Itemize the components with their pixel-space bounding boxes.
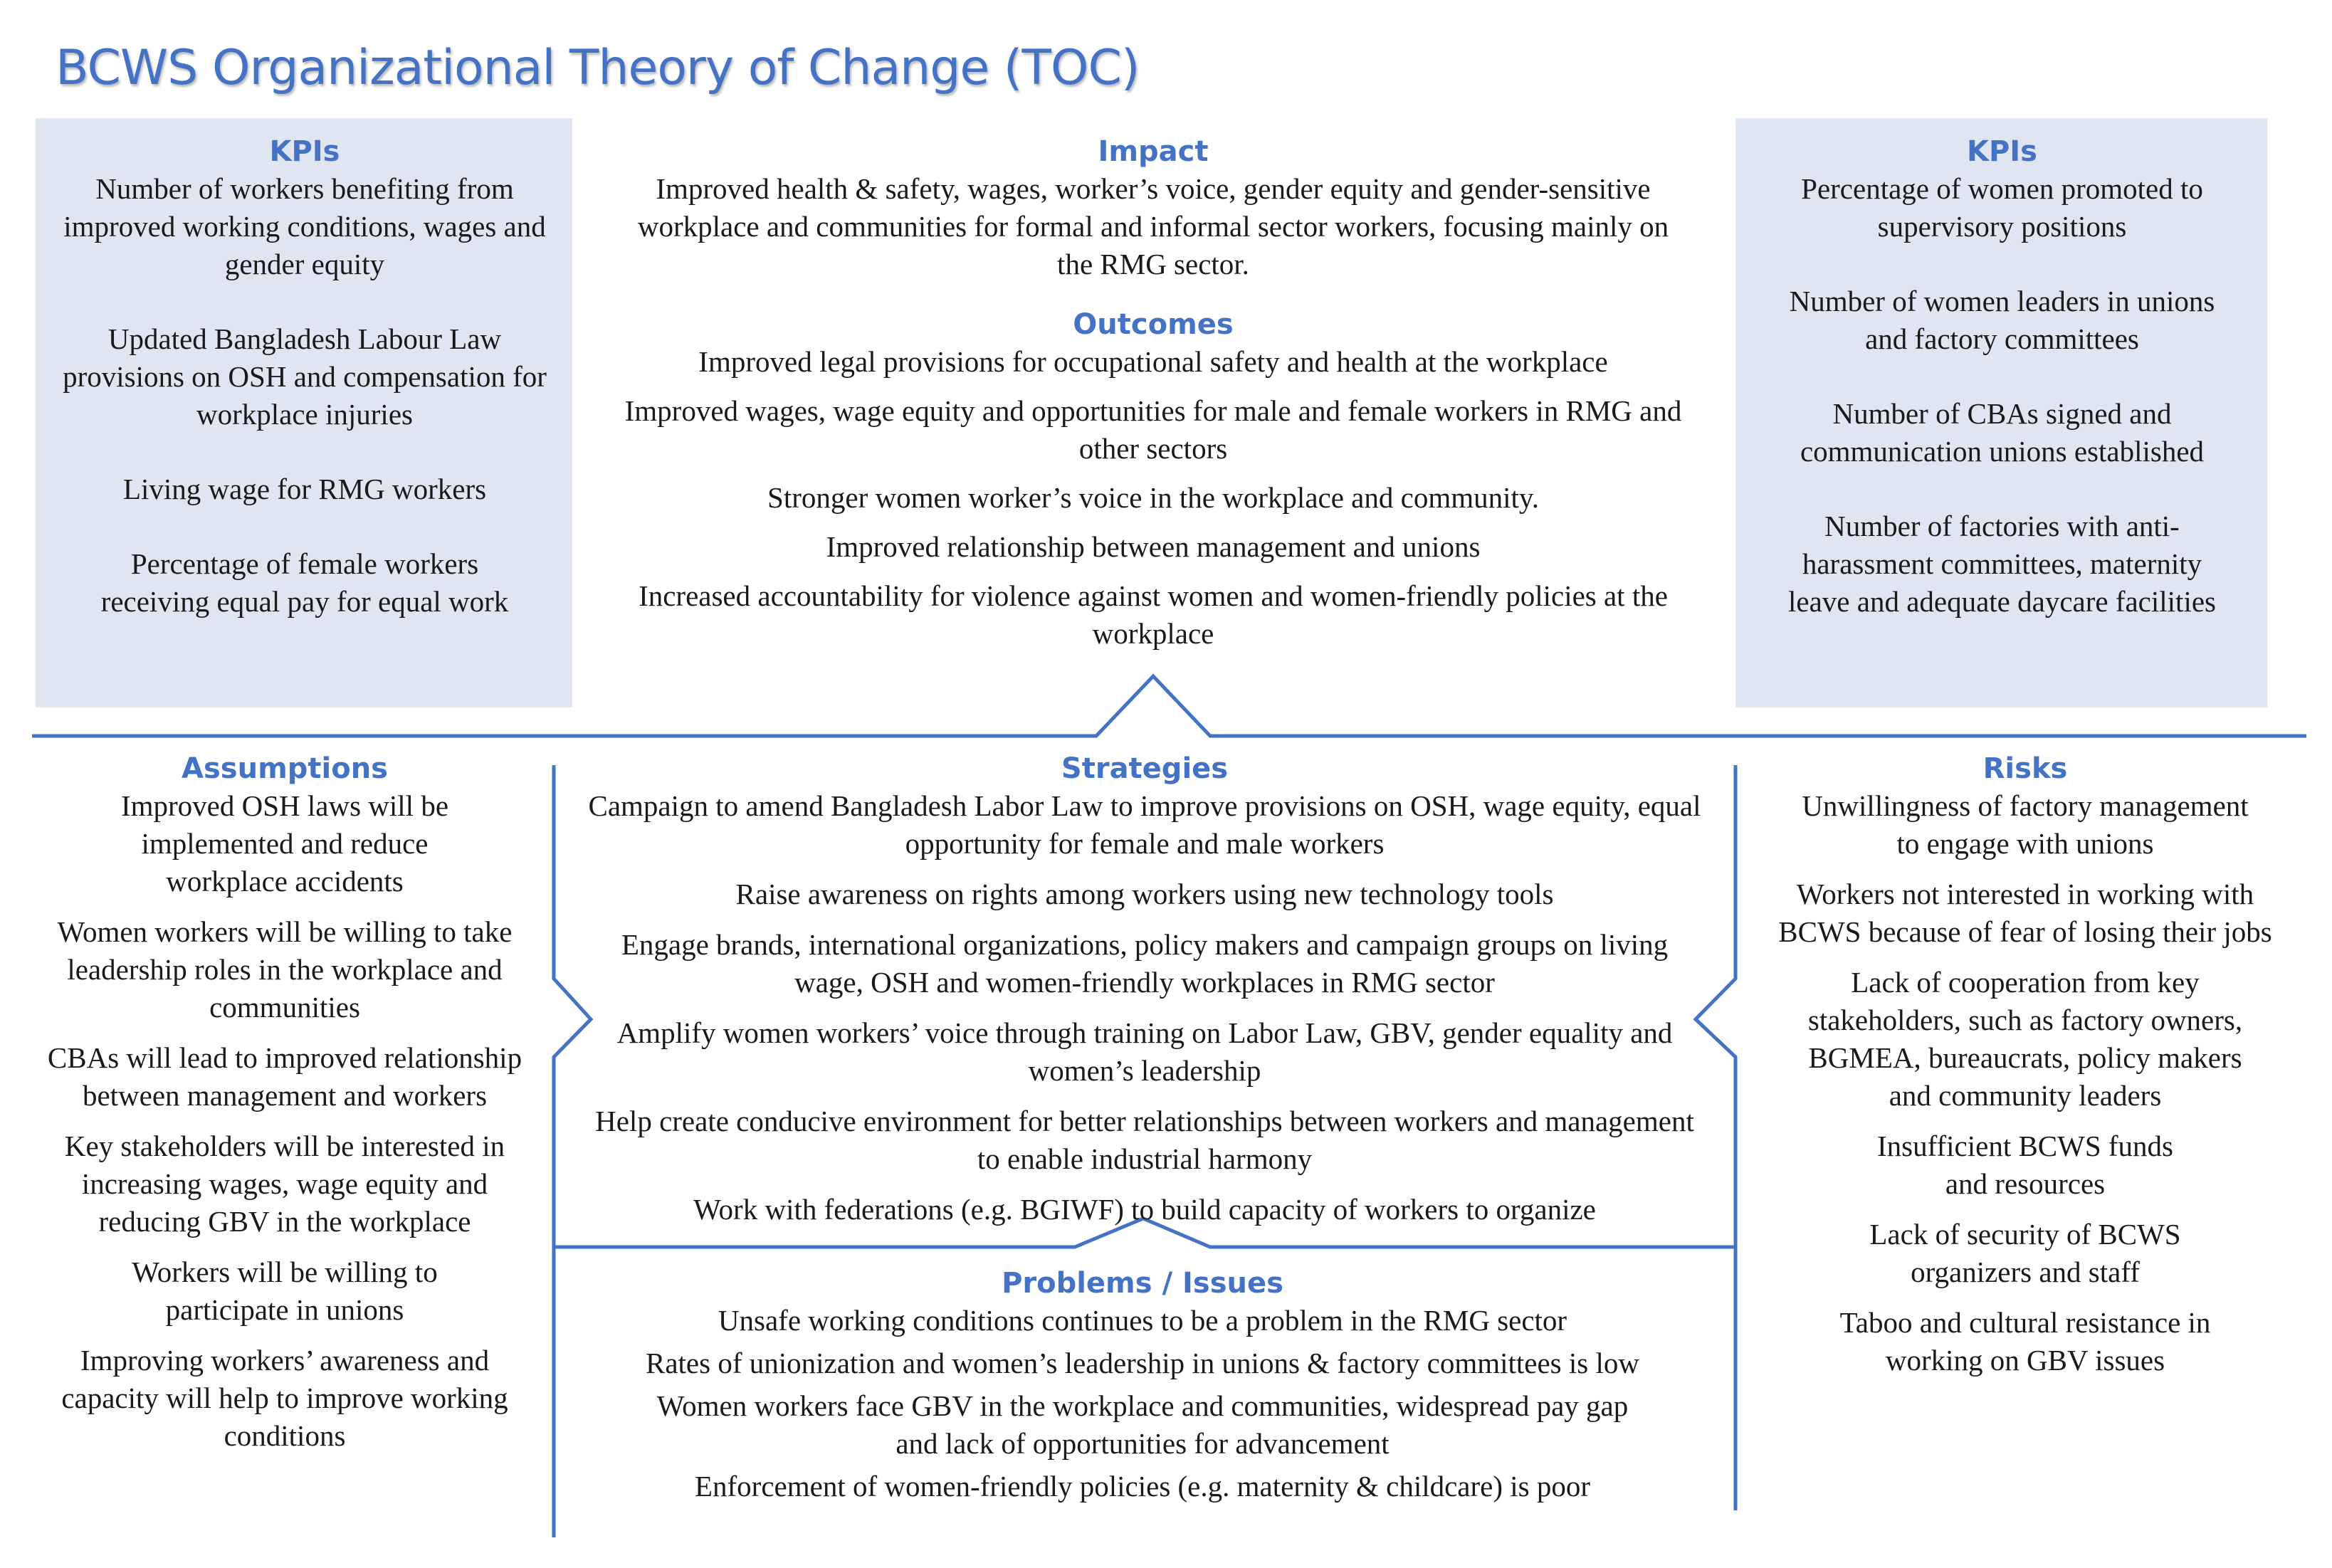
problems-issues — [562, 1265, 1723, 1505]
risk-item: Workers not interested in working with BCWS because of fear of losing their jobs — [1778, 878, 2272, 948]
kpi-item: Number of CBAs signed and communication unions established — [1800, 397, 2205, 468]
strategy-item: Help create conducive environment for better relationships between workers and management to enable industrial harmony — [595, 1105, 1694, 1175]
kpi-item: Percentage of women promoted to supervisory positions — [1801, 172, 2203, 243]
impact-outcomes — [609, 133, 1698, 653]
kpi-item: Living wage for RMG workers — [122, 473, 487, 505]
risks-heading: Risks — [1982, 752, 2068, 785]
risk-item: Lack of security of BCWS organizers and staff — [1869, 1218, 2181, 1288]
assumption-item: Key stakeholders will be interested in increasing wages, wage equity and reducing GBV in the workplace — [64, 1130, 505, 1238]
problem-item: Rates of unionization and women’s leadership in unions & factory committees is low — [645, 1347, 1639, 1379]
outcome-item: Increased accountability for violence against women and women-friendly policies at the workplace — [639, 579, 1668, 650]
strategy-item: Work with federations (e.g. BGIWF) to build capacity of workers to organize — [693, 1193, 1596, 1226]
strategy-item: Campaign to amend Bangladesh Labor Law to improve provisions on OSH, wage equity, equal opportunity for female and male workers — [588, 789, 1701, 860]
assumption-item: Improving workers’ awareness and capacity will help to improve working conditions — [61, 1344, 508, 1452]
page-title: BCWS Organizational Theory of Change (TOC) — [56, 40, 1140, 96]
impact-text: Improved health & safety, wages, worker’s voice, gender equity and gender-sensitive workplace and communities for formal and informal sector workers, focusing mainly on the RMG sector. — [637, 172, 1669, 280]
strategies — [585, 750, 1704, 1228]
divider-line-with-arrow — [32, 676, 2306, 736]
problem-item: Women workers face GBV in the workplace and communities, widespread pay gap and lack of opportunities for advancement — [656, 1389, 1629, 1460]
assumption-item: Workers will be willing to participate in unions — [132, 1256, 438, 1326]
assumptions-heading: Assumptions — [182, 752, 388, 785]
kpis-left — [46, 133, 563, 621]
assumptions — [39, 750, 530, 1455]
kpis-left-heading: KPIs — [269, 135, 340, 168]
outcome-item: Improved wages, wage equity and opportunities for male and female workers in RMG and other sectors — [624, 394, 1682, 465]
risk-item: Insufficient BCWS funds and resources — [1876, 1130, 2174, 1200]
outcome-item: Improved relationship between management and unions — [826, 530, 1481, 563]
kpis-right — [1744, 133, 2260, 621]
strategy-item: Engage brands, international organizations, policy makers and campaign groups on living wage, OSH and women-friendly workplaces in RMG sector — [621, 928, 1669, 999]
assumption-item: CBAs will lead to improved relationship between management and workers — [47, 1041, 522, 1112]
strategy-item: Amplify women workers’ voice through training on Labor Law, GBV, gender equality and women’s leadership — [616, 1016, 1673, 1087]
kpi-item: Updated Bangladesh Labour Law provisions on OSH and compensation for workplace injuries — [63, 322, 547, 431]
outcome-item: Improved legal provisions for occupational safety and health at the workplace — [698, 345, 1608, 378]
kpi-item: Percentage of female workers receiving equal pay for equal work — [100, 547, 509, 618]
strategies-heading: Strategies — [1061, 752, 1229, 785]
risk-item: Unwillingness of factory management to engage with unions — [1802, 789, 2249, 860]
problem-item: Enforcement of women-friendly policies (e.g. maternity & childcare) is poor — [694, 1470, 1591, 1503]
risk-item: Taboo and cultural resistance in working on GBV issues — [1839, 1306, 2211, 1377]
impact-heading: Impact — [1098, 135, 1209, 168]
problem-item: Unsafe working conditions continues to be a problem in the RMG sector — [718, 1304, 1567, 1337]
outcome-item: Stronger women worker’s voice in the workplace and community. — [767, 481, 1539, 514]
risk-item: Lack of cooperation from key stakeholders, such as factory owners, BGMEA, bureaucrats, policy makers and community leaders — [1807, 966, 2243, 1112]
assumption-item: Improved OSH laws will be implemented and reduce workplace accidents — [120, 789, 449, 898]
kpi-item: Number of workers benefiting from improved working conditions, wages and gender equity — [63, 172, 546, 280]
assumption-item: Women workers will be willing to take leadership roles in the workplace and communities — [57, 915, 513, 1024]
kpi-item: Number of factories with anti-harassment committees, maternity leave and adequate daycare facilities — [1788, 510, 2216, 618]
kpi-item: Number of women leaders in unions and factory committees — [1789, 285, 2215, 355]
risks — [1762, 750, 2289, 1379]
outcomes-heading: Outcomes — [1073, 308, 1234, 341]
problems-heading: Problems / Issues — [1002, 1267, 1283, 1300]
strategy-item: Raise awareness on rights among workers using new technology tools — [735, 878, 1554, 910]
kpis-right-heading: KPIs — [1966, 135, 2037, 168]
